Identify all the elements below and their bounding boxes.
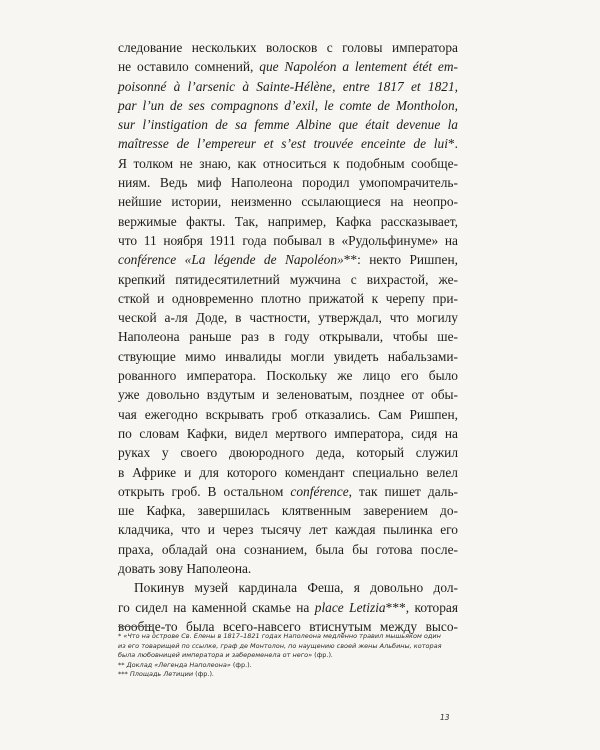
text-line [118,270,458,289]
text-line [118,231,458,250]
footnote-segment: (фр.) [314,651,331,660]
footnote-segment: (фр.) [232,660,250,669]
text-line [118,38,458,57]
text-segment: вообще-то была всего-навсего втиснутым между высо- [118,618,458,634]
text-line [118,540,458,559]
text-line [118,134,458,153]
text-segment: следование нескольких волосков с головы императора [118,40,458,55]
footnote-segment: из его товарищей по ссылке, граф де Монтолон, по наущению своей жены Альбины, которая [118,641,442,650]
text-line [118,327,458,346]
text-line [118,578,458,597]
text-line [118,173,458,192]
text-line [118,192,458,211]
italic-segment: que Napoléon a lentement étét em- [259,59,459,75]
text-line [118,559,458,578]
text-line [118,501,458,520]
text-segment: Покинув музей кардинала Феша, я довольно дол- [134,580,458,596]
text-segment: крепкий пятидесятилетний мужчина с вихрастой, же- [118,271,458,287]
footnote-line [118,661,458,671]
text-line [118,250,458,269]
italic-segment: conférence [290,483,349,499]
text-line [118,289,458,308]
text-segment: го сидел на каменной скамье на [118,599,315,615]
text-segment: нейшие истории, неизменно ссылающиеся на неопро- [118,194,458,210]
footnote-line [118,670,458,680]
text-line [118,443,458,462]
footnote-segment: была любовницей императора и забеременела от него» [118,651,315,660]
text-line [118,308,458,327]
text-segment: открыть гроб. В остальном [118,483,291,499]
text-segment: ***, которая [385,599,459,615]
text-line [118,463,458,482]
text-segment: что 11 ноября 1911 года побывал в «Рудольфинуме» на [118,232,458,248]
text-line [118,366,458,385]
footnote-segment: *** Площадь Летиции [118,670,196,679]
text-segment: *. [447,136,458,152]
text-line [118,154,458,173]
footnote-segment: . [249,660,252,669]
text-segment: уже довольно вздутым и зеленоватым, позднее от обы- [118,387,458,403]
text-line [118,598,458,617]
text-segment: рованного императора. Поскольку же лицо его было [118,368,458,384]
main-text [118,38,458,636]
text-segment: праха, обладай она сознанием, была бы готова после- [118,541,458,557]
text-segment: сткой и одновременно плотно прижатой к черепу при- [118,290,458,306]
italic-segment: conférence «La légende de Napoléon» [118,252,344,268]
italic-segment: maîtresse de l’empereur et s’est trouvée enceinte de lui [118,136,448,152]
footnote-line [118,651,458,661]
text-segment: по словам Кафки, видел мертвого императора, сидя на [118,425,458,441]
footnote-segment: . [331,651,334,660]
text-segment: Наполеона раньше раз в году открывали, чтобы ше- [118,329,458,345]
text-line [118,520,458,539]
footnote-line [118,632,458,642]
text-segment: ствующие мимо инвалиды могли увидеть набальзами- [118,348,458,364]
footnote-segment: * «Что на острове Св. Елены в 1817–1821 годах Наполеона медленно травил мышьяком один [118,632,441,640]
text-segment: ше Кафка, завершилась клятвенным заверением до- [118,503,458,519]
text-segment: довать зову Наполеона. [118,561,252,577]
text-line [118,424,458,443]
text-segment: Я толком не знаю, как относиться к подобным сообще- [118,155,458,171]
text-segment: кладчика, что и через тысячу лет каждая пылинка его [118,522,458,538]
page-number: 13 [440,713,450,722]
footnotes [118,632,458,680]
footnote-segment: . [212,670,215,679]
text-segment: не оставило сомнений, [118,59,260,75]
text-segment: ческой а-ля Доде, в частности, утверждал, что могилу [118,310,458,326]
text-line [118,57,458,76]
text-line [118,212,458,231]
italic-segment: poisonné à l’arsenic à Sainte-Hélène, entre 1817 et 1821, [118,78,458,94]
footnote-segment: (фр.) [195,670,212,679]
text-line [118,385,458,404]
text-segment: руках у своего двоюродного деда, который служил [118,445,458,461]
text-segment: , так пишет даль- [348,483,459,499]
footnote-segment: ** Доклад «Легенда Наполеона» [118,660,233,669]
text-line [118,115,458,134]
text-line [118,482,458,501]
text-line [118,96,458,115]
footnote-rule [118,626,152,627]
text-segment: чая ежегодно вскрывать гроб отказались. Сам Ришпен, [118,406,458,422]
text-segment: **: некто Ришпен, [343,252,458,268]
footnote-line [118,642,458,652]
italic-segment: place Letizia [314,599,386,615]
text-segment: вержимые факты. Так, например, Кафка рассказывает, [118,213,458,229]
text-segment: в Африке и для которого комендант специально велел [118,464,458,480]
text-line [118,347,458,366]
text-line [118,77,458,96]
italic-segment: sur l’instigation de sa femme Albine que était devenue la [118,117,458,133]
italic-segment: par l’un de ses compagnons d’exil, le comte de Montholon, [118,97,458,113]
text-line [118,405,458,424]
text-segment: ниям. Ведь миф Наполеона породил умопомрачитель- [118,175,458,191]
